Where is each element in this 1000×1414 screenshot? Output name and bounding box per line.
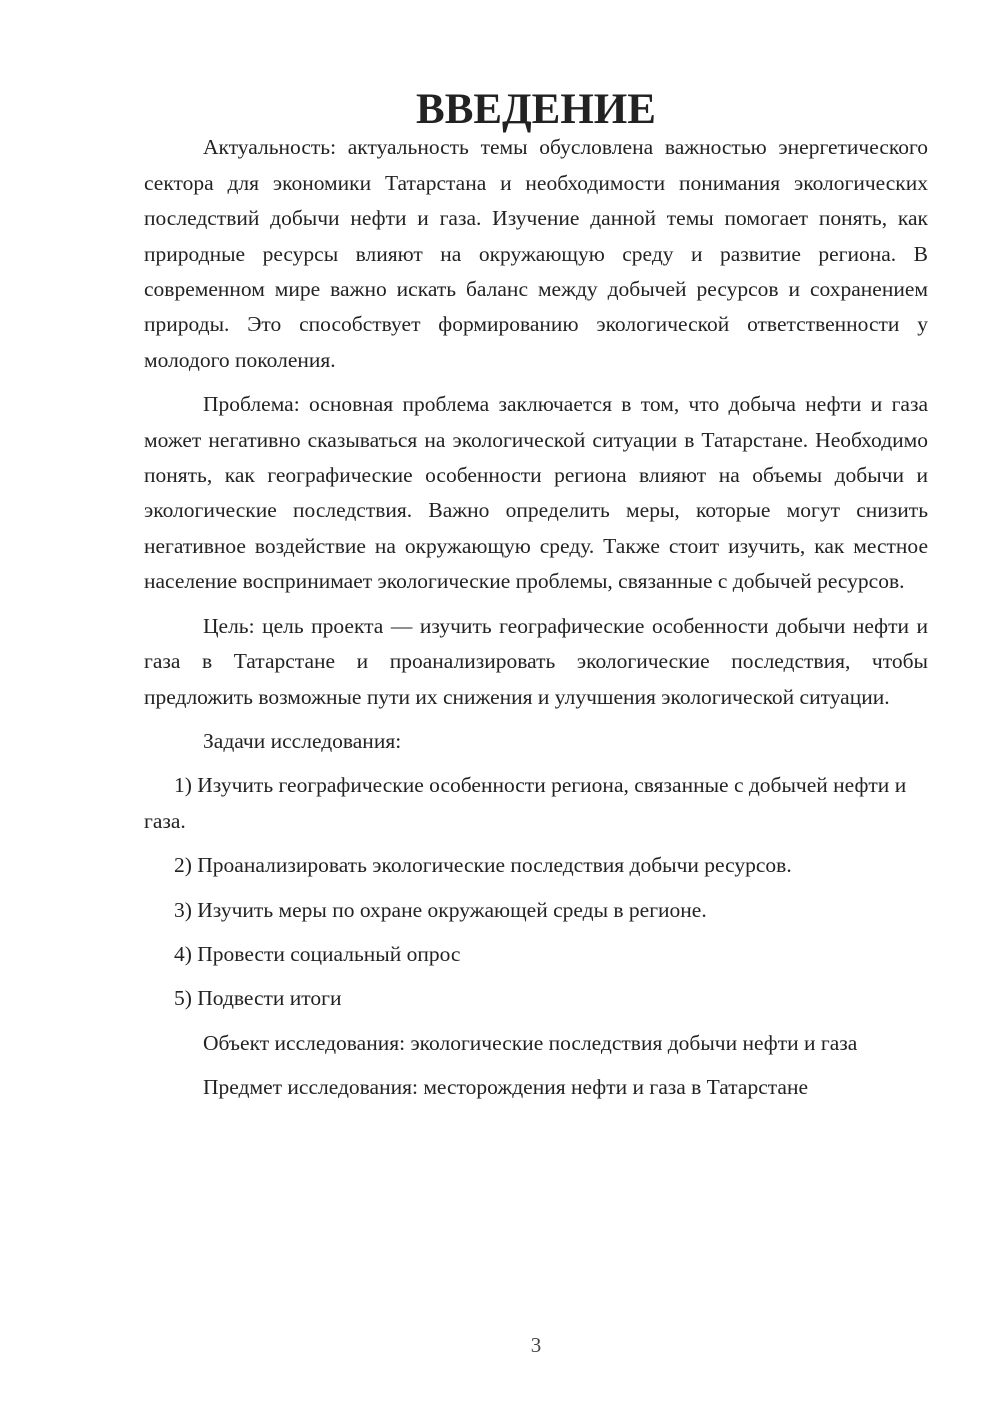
- relevance-paragraph: Актуальность: актуальность темы обусловлена важностью энергетического сектора для экономики Татарстана и необходимости понимания экологических последствий добычи нефти и газа. Изучение данной темы помогает понять, как природные ресурсы влияют на окружающую среду и развитие региона. В современном мире важно искать баланс между добычей ресурсов и сохранением природы. Это способствует формированию экологической ответственности у молодого поколения.: [144, 135, 928, 372]
- page-number: 3: [530, 1333, 542, 1357]
- goal-paragraph: Цель: цель проекта — изучить географические особенности добычи нефти и газа в Татарстане и проанализировать экологические последствия, чтобы предложить возможные пути их снижения и улучшения экологической ситуации.: [144, 613, 928, 709]
- task-item-2: 2) Проанализировать экологические последствия добычи ресурсов.: [174, 853, 792, 878]
- task-item-4: 4) Провести социальный опрос: [174, 941, 461, 966]
- document-page: [144, 86, 928, 1115]
- task-item-1: 1) Изучить географические особенности региона, связанные с добычей нефти и газа.: [144, 773, 907, 833]
- problem-paragraph: Проблема: основная проблема заключается в том, что добыча нефти и газа может негативно сказываться на экологической ситуации в Татарстане. Необходимо понять, как географические особенности региона влияют на объемы добычи и экологические последствия. Важно определить меры, которые могут снизить негативное воздействие на окружающую среду. Также стоит изучить, как местное население воспринимает экологические проблемы, связанные с добычей ресурсов.: [144, 392, 928, 594]
- task-item-5: 5) Подвести итоги: [174, 986, 342, 1011]
- task-item-3: 3) Изучить меры по охране окружающей среды в регионе.: [174, 897, 707, 922]
- page-title: ВВЕДЕНИЕ: [416, 86, 656, 133]
- research-object-paragraph: Объект исследования: экологические последствия добычи нефти и газа: [203, 1030, 858, 1055]
- research-subject-paragraph: Предмет исследования: месторождения нефти и газа в Татарстане: [203, 1075, 809, 1100]
- tasks-heading: Задачи исследования:: [203, 728, 402, 753]
